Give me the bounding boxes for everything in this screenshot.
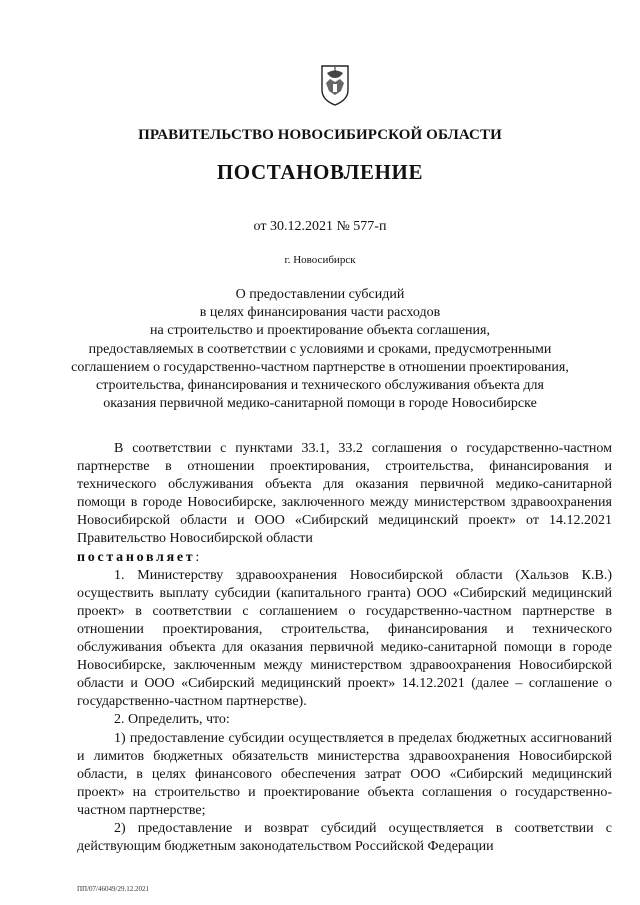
document-subject — [50, 286, 590, 413]
subject-line: оказания первичной медико-санитарной помощи в городе Новосибирске — [103, 396, 537, 412]
subject-line: в целях финансирования части расходов — [199, 305, 441, 321]
subject-line: О предоставлении субсидий — [235, 287, 405, 302]
paragraph-1: 1. Министерству здравоохранения Новосибирской области (Хальзов К.В.) осуществить выплату субсидии (капитального гранта) ООО «Сибирский медицинский проект» в соответствии с соглашением о государственно-частном партнерстве в отношении проектирования, строительства, финансирования и технического обслуживания объекта для оказания первичной медико-санитарной помощи в городе Новосибирске, заключенным между министерством здравоохранения Новосибирской области и ООО «Сибирский медицинский проект» 14.12.2021 (далее – соглашение о государственно-частном партнерстве). — [77, 567, 612, 710]
subject-line: строительства, финансирования и технического обслуживания объекта для — [96, 378, 544, 394]
document-type: ПОСТАНОВЛЕНИЕ — [216, 160, 424, 184]
paragraph-2-2: 2) предоставление и возврат субсидий осуществляется в соответствии с действующим бюджетным законодательством Российской Федерации — [77, 820, 612, 855]
subject-line: на строительство и проектирование объекта соглашения, — [150, 323, 490, 339]
government-name: ПРАВИТЕЛЬСТВО НОВОСИБИРСКОЙ ОБЛАСТИ — [138, 127, 502, 143]
decree-word: постановляет — [77, 549, 196, 565]
paragraph-2: 2. Определить, что: — [114, 712, 230, 728]
intro-text: В соответствии с пунктами 33.1, 33.2 соглашения о государственно-частном партнерстве в отношении проектирования, строительства, финансирования и технического обслуживания объекта для оказания первичной медико-санитарной помощи в городе Новосибирске, заключенного между министерством здравоохранения Новосибирской области и ООО «Сибирский медицинский проект» от 14.12.2021 Правительство Новосибирской области — [77, 441, 612, 547]
city: г. Новосибирск — [284, 254, 356, 266]
paragraph-2-1: 1) предоставление субсидии осуществляется в пределах бюджетных ассигнований и лимитов бюджетных обязательств министерства здравоохранения Новосибирской области, в целях финансового обеспечения затрат ООО «Сибирский медицинский проект» на строительство и проектирование объекта соглашения о государственно-частном партнерстве; — [77, 730, 612, 818]
decree-colon: : — [195, 549, 200, 565]
subject-line: предоставляемых в соответствии с условиями и сроками, предусмотренными — [88, 341, 552, 357]
coat-of-arms-icon — [318, 64, 352, 106]
document-body — [77, 440, 612, 856]
subject-line: соглашением о государственно-частном партнерстве в отношении проектирования, — [71, 359, 569, 375]
document-code: ПП/07/46049/29.12.2021 — [77, 885, 149, 893]
date-number: от 30.12.2021 № 577-п — [253, 219, 387, 234]
intro-paragraph — [77, 440, 612, 567]
